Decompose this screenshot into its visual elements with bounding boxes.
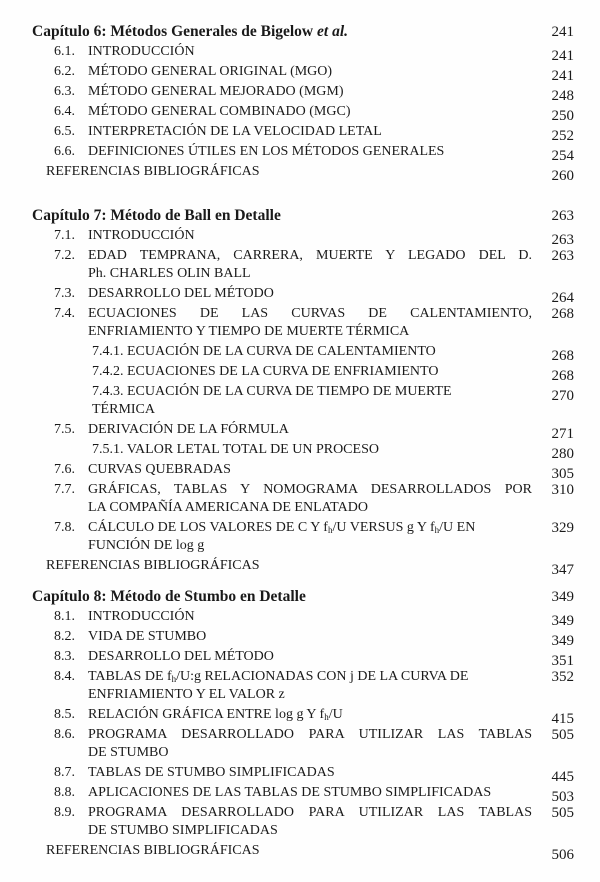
entry-number: 6.5. (54, 124, 75, 139)
entry-number: 8.6. (54, 727, 75, 742)
toc-entry (0, 705, 600, 725)
entry-title-line-2: ENFRIAMIENTO Y EL VALOR z (88, 687, 285, 702)
entry-title-line-2: FUNCIÓN DE log g (88, 538, 205, 553)
entry-title: RELACIÓN GRÁFICA ENTRE log g Y $f_h/U$ (88, 707, 343, 722)
entry-page-number: 349 (551, 613, 574, 629)
references-title: REFERENCIAS BIBLIOGRÁFICAS (46, 558, 260, 573)
entry-page-number: 505 (551, 727, 574, 743)
entry-page-number: 254 (551, 148, 574, 164)
entry-page-number: 351 (551, 653, 574, 669)
toc-entry (0, 122, 600, 142)
chapter-heading (0, 587, 600, 607)
entry-number: 6.1. (54, 44, 75, 59)
entry-number: 8.4. (54, 669, 75, 684)
toc-entry (0, 42, 600, 62)
toc-entry (0, 667, 600, 705)
entry-title-line-1: ECUACIONES DE LAS CURVAS DE CALENTAMIENTO, (88, 306, 532, 321)
chapter-title-italic: et al. (317, 23, 349, 40)
entry-number: 7.8. (54, 520, 75, 535)
entry-title-line-1: PROGRAMA DESARROLLADO PARA UTILIZAR LAS TABLAS (88, 805, 532, 820)
entry-page-number: 503 (551, 789, 574, 805)
entry-number: 7.4. (54, 306, 75, 321)
entry-page-number: 268 (551, 306, 574, 322)
entry-page-number: 271 (551, 426, 574, 442)
chapter-page-number: 349 (551, 589, 574, 605)
toc-entry (0, 246, 600, 284)
entry-page-number: 241 (551, 68, 574, 84)
entry-title-line-2: ENFRIAMIENTO Y TIEMPO DE MUERTE TÉRMICA (88, 324, 410, 339)
chapter-title: Capítulo 7: Método de Ball en Detalle (32, 207, 281, 224)
subentry-page-number: 270 (551, 388, 574, 404)
toc-subentry (0, 440, 600, 460)
entry-number: 8.1. (54, 609, 75, 624)
entry-number: 8.5. (54, 707, 75, 722)
entry-title-line-2: Ph. CHARLES OLIN BALL (88, 266, 251, 281)
toc-subentry (0, 342, 600, 362)
entry-title: DESARROLLO DEL MÉTODO (88, 649, 274, 664)
entry-page-number: 241 (551, 48, 574, 64)
entry-title: APLICACIONES DE LAS TABLAS DE STUMBO SIMPLIFICADAS (88, 785, 492, 800)
subentry-title: 7.4.1. ECUACIÓN DE LA CURVA DE CALENTAMIENTO (92, 344, 436, 359)
entry-number: 8.7. (54, 765, 75, 780)
chapter-page-number: 263 (551, 208, 574, 224)
toc-entry (0, 763, 600, 783)
references-title: REFERENCIAS BIBLIOGRÁFICAS (46, 843, 260, 858)
entry-title: INTRODUCCIÓN (88, 44, 195, 59)
entry-number: 6.4. (54, 104, 75, 119)
entry-page-number: 252 (551, 128, 574, 144)
subentry-title: 7.5.1. VALOR LETAL TOTAL DE UN PROCESO (92, 442, 379, 457)
entry-title-line-1: TABLAS DE $f_h/U:g$ RELACIONADAS CON j DE LA CURVA DE (88, 669, 469, 684)
entry-number: 8.9. (54, 805, 75, 820)
entry-number: 6.6. (54, 144, 75, 159)
toc-entry (0, 82, 600, 102)
entry-title: DESARROLLO DEL MÉTODO (88, 286, 274, 301)
entry-number: 7.2. (54, 248, 75, 263)
toc-entry (0, 62, 600, 82)
entry-page-number: 415 (551, 711, 574, 727)
chapter-6 (0, 22, 600, 182)
entry-page-number: 505 (551, 805, 574, 821)
toc-entry (0, 607, 600, 627)
entry-page-number: 264 (551, 290, 574, 306)
toc-subentry (0, 382, 600, 420)
entry-title-line-2: DE STUMBO SIMPLIFICADAS (88, 823, 278, 838)
references-entry (0, 162, 600, 182)
entry-number: 7.1. (54, 228, 75, 243)
entry-title-line-1: EDAD TEMPRANA, CARRERA, MUERTE Y LEGADO DEL D. (88, 248, 532, 263)
subentry-title: 7.4.2. ECUACIONES DE LA CURVA DE ENFRIAMIENTO (92, 364, 439, 379)
entry-title: TABLAS DE STUMBO SIMPLIFICADAS (88, 765, 335, 780)
toc-entry (0, 304, 600, 342)
entry-page-number: 263 (551, 232, 574, 248)
entry-page-number: 349 (551, 633, 574, 649)
entry-page-number: 250 (551, 108, 574, 124)
toc-entry (0, 803, 600, 841)
entry-number: 8.8. (54, 785, 75, 800)
entry-page-number: 310 (551, 482, 574, 498)
entry-page-number: 263 (551, 248, 574, 264)
entry-page-number: 445 (551, 769, 574, 785)
toc-entry (0, 460, 600, 480)
subentry-page-number: 280 (551, 446, 574, 462)
entry-page-number: 305 (551, 466, 574, 482)
entry-title: INTRODUCCIÓN (88, 609, 195, 624)
entry-title: CURVAS QUEBRADAS (88, 462, 231, 477)
toc-entry (0, 420, 600, 440)
subentry-title-line-2: TÉRMICA (92, 402, 155, 417)
toc-entry (0, 725, 600, 763)
chapter-7 (0, 206, 600, 576)
entry-number: 6.2. (54, 64, 75, 79)
references-page-number: 506 (551, 847, 574, 863)
entry-page-number: 329 (551, 520, 574, 536)
entry-number: 8.2. (54, 629, 75, 644)
entry-title: MÉTODO GENERAL COMBINADO (MGC) (88, 104, 351, 119)
toc-subentry (0, 362, 600, 382)
entry-title-line-1: GRÁFICAS, TABLAS Y NOMOGRAMA DESARROLLADOS POR (88, 482, 532, 497)
entry-title-line-1: CÁLCULO DE LOS VALORES DE C Y $f_h/U$ VERSUS g Y $f_h/U$ EN (88, 520, 476, 535)
references-entry (0, 556, 600, 576)
chapter-title: Capítulo 6: Métodos Generales de Bigelow et al. (32, 23, 349, 40)
chapter-heading (0, 22, 600, 42)
subentry-page-number: 268 (551, 368, 574, 384)
entry-number: 7.7. (54, 482, 75, 497)
toc-entry (0, 480, 600, 518)
entry-title-line-1: PROGRAMA DESARROLLADO PARA UTILIZAR LAS TABLAS (88, 727, 532, 742)
subscript-h: h (434, 525, 440, 535)
entry-number: 7.5. (54, 422, 75, 437)
entry-title: INTERPRETACIÓN DE LA VELOCIDAD LETAL (88, 124, 382, 139)
toc-entry (0, 518, 600, 556)
chapter-heading (0, 206, 600, 226)
subscript-h: h (327, 525, 333, 535)
entry-number: 6.3. (54, 84, 75, 99)
entry-page-number: 352 (551, 669, 574, 685)
toc-entry (0, 102, 600, 122)
entry-number: 7.6. (54, 462, 75, 477)
subscript-h: h (324, 712, 329, 722)
references-title: REFERENCIAS BIBLIOGRÁFICAS (46, 164, 260, 179)
references-page-number: 260 (551, 168, 574, 184)
entry-title: DEFINICIONES ÚTILES EN LOS MÉTODOS GENERALES (88, 144, 445, 159)
references-page-number: 347 (551, 562, 574, 578)
entry-number: 7.3. (54, 286, 75, 301)
entry-title: INTRODUCCIÓN (88, 228, 195, 243)
entry-title: DERIVACIÓN DE LA FÓRMULA (88, 422, 289, 437)
chapter-8 (0, 587, 600, 861)
subscript-h: h (171, 674, 177, 684)
chapter-page-number: 241 (551, 24, 574, 40)
references-entry (0, 841, 600, 861)
entry-page-number: 248 (551, 88, 574, 104)
toc-entry (0, 627, 600, 647)
entry-title: MÉTODO GENERAL MEJORADO (MGM) (88, 84, 344, 99)
entry-title: MÉTODO GENERAL ORIGINAL (MGO) (88, 64, 333, 79)
toc-entry (0, 226, 600, 246)
entry-title-line-2: DE STUMBO (88, 745, 169, 760)
entry-number: 8.3. (54, 649, 75, 664)
entry-title-line-2: LA COMPAÑÍA AMERICANA DE ENLATADO (88, 500, 368, 515)
toc-entry (0, 647, 600, 667)
entry-title: VIDA DE STUMBO (88, 629, 207, 644)
toc-entry (0, 783, 600, 803)
chapter-title: Capítulo 8: Método de Stumbo en Detalle (32, 588, 306, 605)
toc-entry (0, 142, 600, 162)
subentry-title-line-1: 7.4.3. ECUACIÓN DE LA CURVA DE TIEMPO DE MUERTE (92, 384, 452, 399)
subentry-page-number: 268 (551, 348, 574, 364)
toc-entry (0, 284, 600, 304)
